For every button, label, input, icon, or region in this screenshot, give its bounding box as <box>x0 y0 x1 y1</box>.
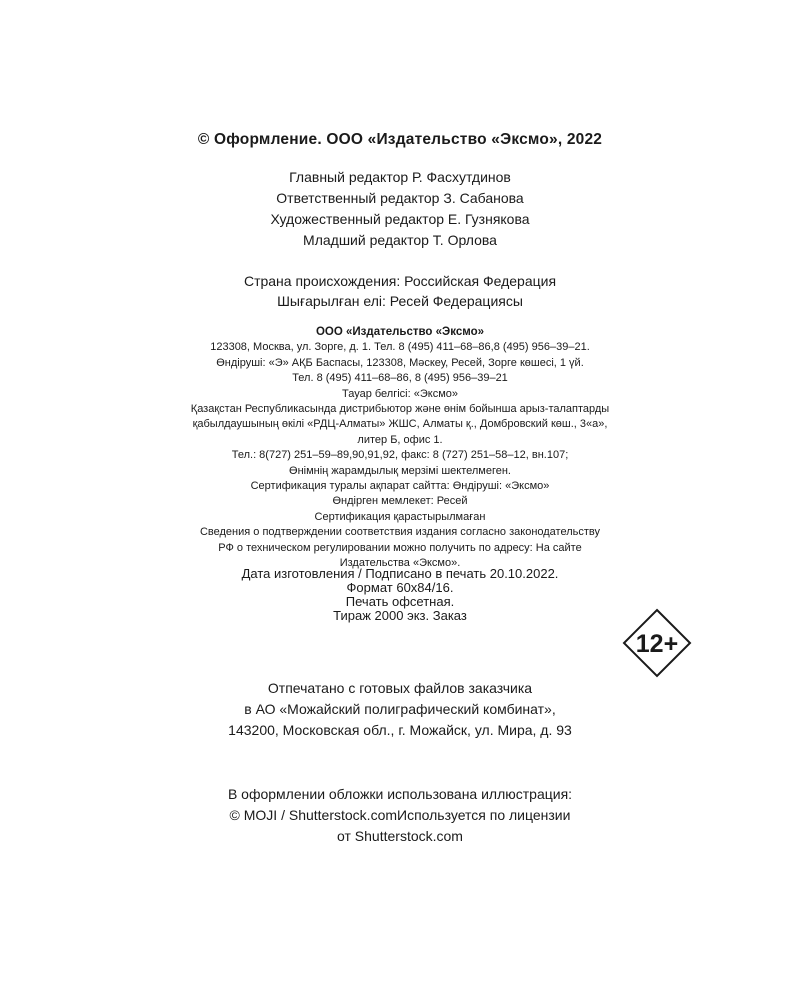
publisher-line: Өндірген мемлекет: Ресей <box>332 495 468 508</box>
publisher-line: литер Б, офис 1. <box>357 433 443 446</box>
print-date-line: Дата изготовления / Подписано в печать 20.10.2022. <box>241 566 559 581</box>
editors-block <box>0 167 800 251</box>
print-type-line: Печать офсетная. <box>345 594 455 609</box>
publisher-line: 123308, Москва, ул. Зорге, д. 1. Тел. 8 (495) 411–68–86,8 (495) 956–39–21. <box>210 341 590 354</box>
age-rating-label: 12+ <box>635 630 679 658</box>
publisher-line: Өнімнің жарамдылық мерзімі шектелмеген. <box>289 464 511 477</box>
origin-line: Страна происхождения: Российская Федерация <box>243 273 557 289</box>
publisher-line: Сертификация туралы ақпарат сайтта: Өндіруші: «Эксмо» <box>250 480 550 493</box>
cover-credit-block <box>0 784 800 847</box>
publisher-line: Тел.: 8(727) 251–59–89,90,91,92, факс: 8 (727) 251–58–12, вн.107; <box>231 449 569 462</box>
cover-credit-line: © MOJI / Shutterstock.comИспользуется по лицензии <box>229 807 571 823</box>
editor-line: Ответственный редактор З. Сабанова <box>276 190 524 206</box>
origin-block <box>0 271 800 311</box>
cover-credit-line: В оформлении обложки использована иллюстрация: <box>227 786 573 802</box>
publisher-line: Сертификация қарастырылмаған <box>314 510 486 523</box>
publisher-line: РФ о техническом регулировании можно получить по адресу: На сайте <box>218 541 582 554</box>
publisher-line: Тел. 8 (495) 411–68–86, 8 (495) 956–39–21 <box>292 372 508 385</box>
publisher-line: Өндіруші: «Э» АҚБ Баспасы, 123308, Мәскеу, Ресей, Зорге көшесі, 1 үй. <box>216 356 584 369</box>
publisher-line: Қазақстан Республикасында дистрибьютор және өнім бойынша арыз-талаптарды <box>190 403 610 416</box>
editor-line: Младший редактор Т. Орлова <box>303 232 497 248</box>
publisher-line: Издательства «Эксмо». <box>339 557 461 570</box>
age-rating-badge <box>622 608 692 678</box>
copyright-line: © Оформление. ООО «Издательство «Эксмо», 2022 <box>197 131 603 148</box>
print-run-line: Тираж 2000 экз. Заказ <box>333 608 467 623</box>
editor-line: Главный редактор Р. Фасхутдинов <box>289 169 511 185</box>
publisher-block <box>0 325 800 572</box>
publisher-line: Сведения о подтверждении соответствия издания согласно законодательству <box>199 526 601 539</box>
publisher-line: қабылдаушының өкілі «РДЦ-Алматы» ЖШС, Алматы қ., Домбровский көш., 3«а», <box>192 418 608 431</box>
publisher-name: ООО «Издательство «Эксмо» <box>315 326 485 338</box>
publisher-line: Тауар белгісі: «Эксмо» <box>341 387 458 400</box>
cover-credit-line: от Shutterstock.com <box>337 828 463 844</box>
print-format-line: Формат 60x84/16. <box>346 580 454 595</box>
editor-line: Художественный редактор Е. Гузнякова <box>270 211 530 227</box>
printed-by-line: в АО «Можайский полиграфический комбинат», <box>244 701 556 717</box>
printed-by-line: Отпечатано с готовых файлов заказчика <box>267 680 533 696</box>
printed-by-block <box>0 678 800 741</box>
origin-line: Шығарылған елі: Ресей Федерациясы <box>277 293 523 309</box>
printed-by-line: 143200, Московская обл., г. Можайск, ул. Мира, д. 93 <box>228 722 572 738</box>
